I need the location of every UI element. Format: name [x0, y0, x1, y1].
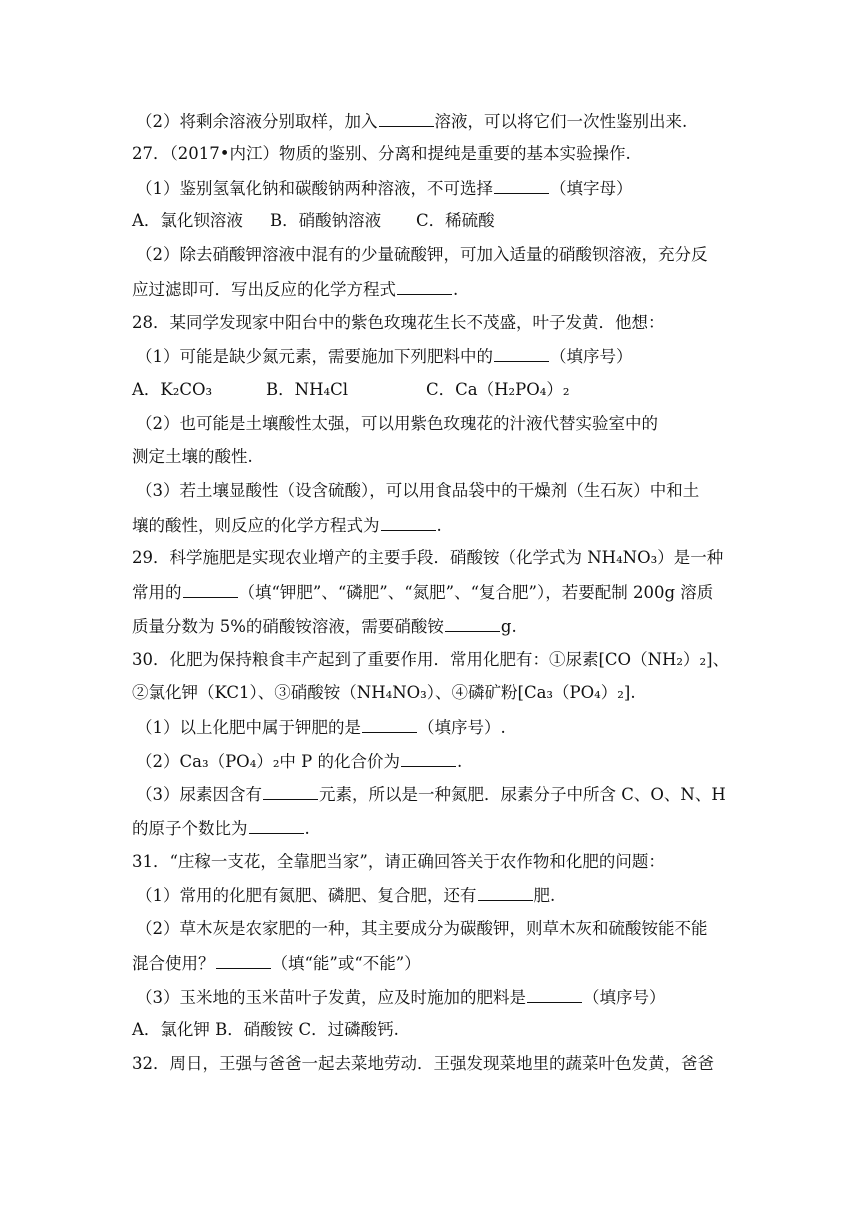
text: （填“钾肥”、“磷肥”、“氮肥”、“复合肥”），若要配制 200g 溶质	[238, 583, 714, 602]
text: （填序号）.	[418, 718, 506, 737]
text: （1）可能是缺少氮元素，需要施加下列肥料中的	[136, 347, 493, 366]
answer-blank	[379, 110, 434, 127]
question-31-options	[132, 1019, 732, 1041]
text: 的原子个数比为	[132, 819, 248, 838]
text: A．氯化钾 B．硝酸铵 C．过磷酸钙.	[132, 1020, 399, 1039]
option-b: B．NH₄Cl	[266, 380, 348, 399]
text: （2）将剩余溶液分别取样，加入	[136, 112, 378, 131]
text: （2）Ca₃（PO₄）₂中 P 的化合价为	[136, 752, 401, 771]
text: 应过滤即可．写出反应的化学方程式	[132, 280, 396, 299]
text: （填字母）	[550, 179, 633, 198]
text: （2）也可能是土壤酸性太强，可以用紫色玫瑰花的汁液代替实验室中的	[136, 414, 658, 433]
question-26-part-2	[136, 110, 732, 133]
question-28-part-3-cont	[132, 514, 732, 537]
text: （填序号）	[550, 347, 633, 366]
answer-blank	[381, 514, 436, 531]
option-c: C．Ca（H₂PO₄）₂	[426, 380, 570, 399]
text: 27．（2017•内江）物质的鉴别、分离和提纯是重要的基本实验操作.	[132, 144, 631, 163]
question-28-part-2-cont	[132, 446, 732, 468]
text: 28．某同学发现家中阳台中的紫色玫瑰花生长不茂盛，叶子发黄．他想：	[132, 313, 665, 332]
text: 32．周日，王强与爸爸一起去菜地劳动．王强发现菜地里的蔬菜叶色发黄，爸爸	[132, 1054, 714, 1073]
text: （3）玉米地的玉米苗叶子发黄，应及时施加的肥料是	[136, 988, 526, 1007]
text: （2）除去硝酸钾溶液中混有的少量硫酸钾，可加入适量的硝酸钡溶液，充分反	[136, 245, 708, 264]
answer-blank	[494, 345, 549, 362]
answer-blank	[494, 177, 549, 194]
text: （填序号）	[583, 988, 666, 1007]
option-a: A．氯化钡溶液	[132, 211, 243, 230]
text: （1）以上化肥中属于钾肥的是	[136, 718, 361, 737]
question-29-stem	[132, 547, 732, 569]
text: .	[453, 280, 459, 299]
text: 常用的	[132, 583, 182, 602]
question-31-part-2-cont	[132, 952, 732, 975]
answer-blank	[445, 615, 500, 632]
question-27-part-2	[136, 244, 732, 266]
text: （填“能”或“不能”）	[271, 954, 421, 973]
text: 30．化肥为保持粮食丰产起到了重要作用．常用化肥有：①尿素[CO（NH₂）₂]、	[132, 650, 730, 669]
option-c: C．稀硫酸	[416, 211, 495, 230]
text: g.	[500, 617, 517, 636]
question-30-part-3-cont	[132, 817, 732, 840]
question-32-stem	[132, 1053, 732, 1075]
question-30-part-1	[136, 716, 732, 739]
question-28-stem	[132, 312, 732, 334]
question-28-options	[132, 379, 732, 401]
question-30-stem	[132, 649, 732, 671]
text: 测定土壤的酸性.	[132, 447, 253, 466]
text: （1）鉴别氢氧化钠和碳酸钠两种溶液，不可选择	[136, 179, 493, 198]
text: 质量分数为 5%的硝酸铵溶液，需要硝酸铵	[132, 617, 444, 636]
question-27-options	[132, 210, 732, 232]
text: 溶液，可以将它们一次性鉴别出来.	[434, 112, 688, 131]
text: 29．科学施肥是实现农业增产的主要手段．硝酸铵（化学式为 NH₄NO₃）是一种	[132, 548, 724, 567]
answer-blank	[263, 783, 318, 800]
option-a: A．K₂CO₃	[132, 380, 213, 399]
question-27-part-1	[136, 177, 732, 200]
answer-blank	[478, 884, 533, 901]
option-b: B．硝酸钠溶液	[270, 211, 382, 230]
text: 31．“庄稼一支花，全靠肥当家”，请正确回答关于农作物和化肥的问题：	[132, 852, 665, 871]
text: .	[457, 752, 463, 771]
question-28-part-2	[136, 413, 732, 435]
answer-blank	[362, 716, 417, 733]
text: （2）草木灰是农家肥的一种，其主要成分为碳酸钾，则草木灰和硫酸铵能不能	[136, 919, 708, 938]
text: .	[436, 516, 442, 535]
question-31-stem	[132, 851, 732, 873]
answer-blank	[527, 986, 582, 1003]
question-27-part-2-cont	[132, 278, 732, 301]
answer-blank	[397, 278, 452, 295]
question-28-part-1	[136, 345, 732, 368]
answer-blank	[249, 817, 304, 834]
text: ②氯化钾（KC1）、③硝酸铵（NH₄NO₃）、④磷矿粉[Ca₃（PO₄）₂].	[132, 683, 636, 702]
text: （3）若土壤显酸性（设含硫酸），可以用食品袋中的干燥剂（生石灰）中和土	[136, 481, 700, 500]
text: .	[304, 819, 310, 838]
question-31-part-1	[136, 884, 732, 907]
question-30-part-2	[136, 750, 732, 773]
question-31-part-2	[136, 918, 732, 940]
question-30-stem-cont	[132, 682, 732, 704]
question-30-part-3	[136, 783, 732, 806]
question-31-part-3	[136, 986, 732, 1009]
text: （3）尿素因含有	[136, 785, 262, 804]
answer-blank	[183, 581, 238, 598]
answer-blank	[401, 750, 456, 767]
text: 壤的酸性，则反应的化学方程式为	[132, 516, 380, 535]
question-29-line-2	[132, 581, 732, 604]
text: 元素，所以是一种氮肥．尿素分子中所含 C、O、N、H	[319, 785, 726, 804]
question-28-part-3	[136, 480, 732, 502]
text: （1）常用的化肥有氮肥、磷肥、复合肥，还有	[136, 886, 477, 905]
answer-blank	[216, 952, 271, 969]
question-29-line-3	[132, 615, 732, 638]
question-27-stem	[132, 143, 732, 165]
text: 肥.	[533, 886, 556, 905]
text: 混合使用？	[132, 954, 215, 973]
